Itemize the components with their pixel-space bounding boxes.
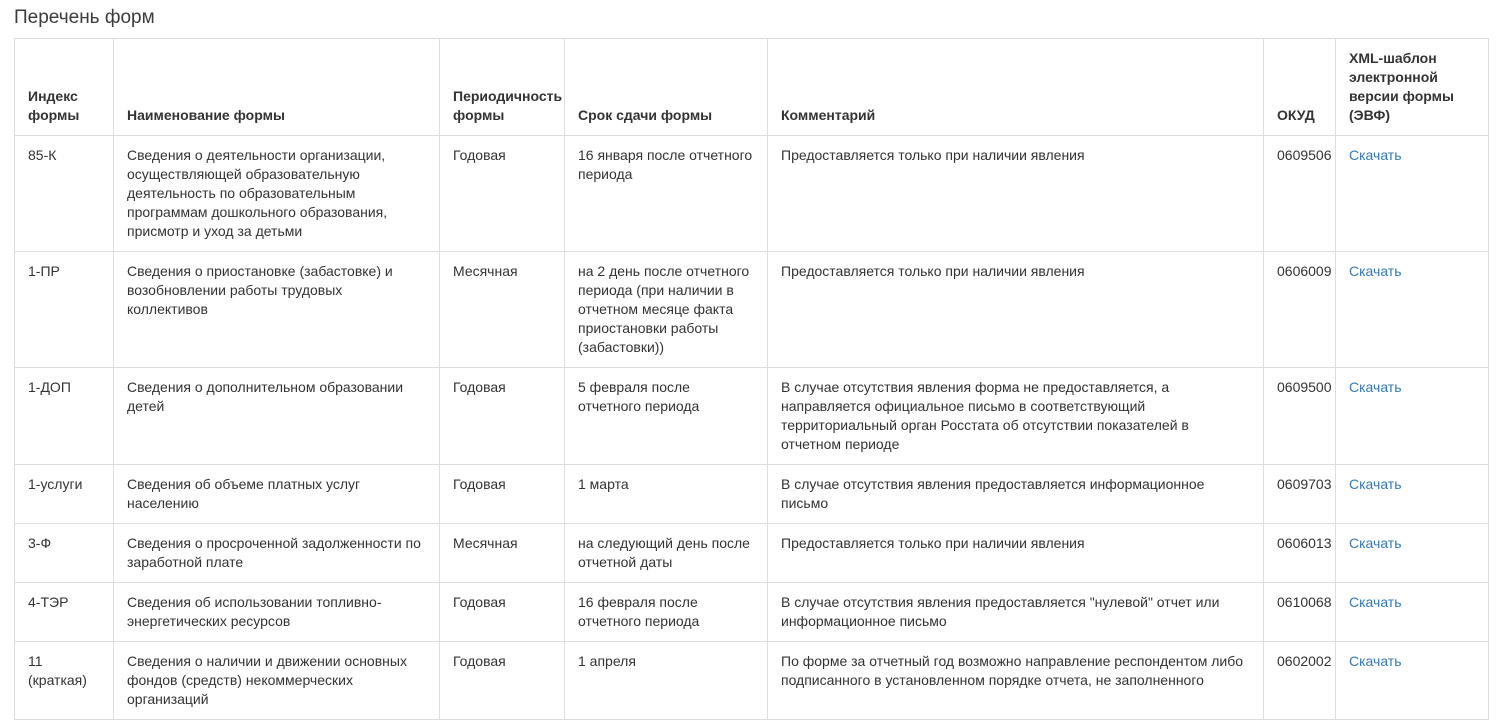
cell-deadline: 16 февраля после отчетного периода xyxy=(565,583,768,642)
table-row xyxy=(15,465,1489,524)
download-link[interactable]: Скачать xyxy=(1349,476,1402,492)
cell-form-index: 11 (краткая) xyxy=(15,642,114,720)
cell-deadline: 1 апреля xyxy=(565,642,768,720)
page-title: Перечень форм xyxy=(14,7,155,28)
cell-xml-template xyxy=(1336,368,1489,465)
cell-form-name: Сведения об использовании топливно-энергетических ресурсов xyxy=(114,583,440,642)
cell-okud: 0602002 xyxy=(1264,642,1336,720)
cell-form-name: Сведения об объеме платных услуг населению xyxy=(114,465,440,524)
cell-periodicity: Годовая xyxy=(440,642,565,720)
table-row xyxy=(15,368,1489,465)
cell-deadline: на 2 день после отчетного периода (при наличии в отчетном месяце факта приостановки работы (забастовки)) xyxy=(565,252,768,368)
cell-comment: В случае отсутствия явления форма не предоставляется, а направляется официальное письмо в соответствующий территориальный орган Росстата об отсутствии показателей в отчетном периоде xyxy=(768,368,1264,465)
column-header-periodicity: Периодичность формы xyxy=(440,39,565,136)
cell-periodicity: Годовая xyxy=(440,136,565,252)
download-link[interactable]: Скачать xyxy=(1349,379,1402,395)
cell-form-index: 1-ПР xyxy=(15,252,114,368)
cell-periodicity: Годовая xyxy=(440,368,565,465)
column-header-okud: ОКУД xyxy=(1264,39,1336,136)
cell-form-name: Сведения о дополнительном образовании детей xyxy=(114,368,440,465)
download-link[interactable]: Скачать xyxy=(1349,653,1402,669)
cell-comment: Предоставляется только при наличии явления xyxy=(768,524,1264,583)
cell-comment: В случае отсутствия явления предоставляется "нулевой" отчет или информационное письмо xyxy=(768,583,1264,642)
table-row xyxy=(15,136,1489,252)
download-link[interactable]: Скачать xyxy=(1349,594,1402,610)
cell-periodicity: Месячная xyxy=(440,252,565,368)
table-header xyxy=(15,39,1489,136)
column-header-form-name: Наименование формы xyxy=(114,39,440,136)
cell-form-index: 85-К xyxy=(15,136,114,252)
table-row xyxy=(15,524,1489,583)
cell-xml-template xyxy=(1336,583,1489,642)
cell-comment: По форме за отчетный год возможно направление респондентом либо подписанного в установленном порядке отчета, не заполненного xyxy=(768,642,1264,720)
table-row xyxy=(15,583,1489,642)
cell-okud: 0609506 xyxy=(1264,136,1336,252)
cell-okud: 0606009 xyxy=(1264,252,1336,368)
cell-form-index: 3-Ф xyxy=(15,524,114,583)
cell-xml-template xyxy=(1336,136,1489,252)
cell-xml-template xyxy=(1336,252,1489,368)
cell-form-name: Сведения о просроченной задолженности по заработной плате xyxy=(114,524,440,583)
cell-form-index: 1-услуги xyxy=(15,465,114,524)
cell-okud: 0610068 xyxy=(1264,583,1336,642)
download-link[interactable]: Скачать xyxy=(1349,535,1402,551)
cell-okud: 0606013 xyxy=(1264,524,1336,583)
cell-form-name: Сведения о приостановке (забастовке) и возобновлении работы трудовых коллективов xyxy=(114,252,440,368)
cell-form-index: 1-ДОП xyxy=(15,368,114,465)
column-header-form-index: Индекс формы xyxy=(15,39,114,136)
table-row xyxy=(15,642,1489,720)
cell-deadline: на следующий день после отчетной даты xyxy=(565,524,768,583)
cell-periodicity: Годовая xyxy=(440,465,565,524)
cell-xml-template xyxy=(1336,642,1489,720)
cell-periodicity: Годовая xyxy=(440,583,565,642)
cell-form-name: Сведения о наличии и движении основных фондов (средств) некоммерческих организаций xyxy=(114,642,440,720)
cell-deadline: 16 января после отчетного периода xyxy=(565,136,768,252)
column-header-xml-template: XML-шаблон электронной версии формы (ЭВФ) xyxy=(1336,39,1489,136)
cell-xml-template xyxy=(1336,524,1489,583)
cell-deadline: 5 февраля после отчетного периода xyxy=(565,368,768,465)
cell-deadline: 1 марта xyxy=(565,465,768,524)
table-header-row xyxy=(15,39,1489,136)
cell-comment: В случае отсутствия явления предоставляется информационное письмо xyxy=(768,465,1264,524)
cell-form-index: 4-ТЭР xyxy=(15,583,114,642)
table-body xyxy=(15,136,1489,720)
cell-form-name: Сведения о деятельности организации, осуществляющей образовательную деятельность по образовательным программам дошкольного образования, присмотр и уход за детьми xyxy=(114,136,440,252)
download-link[interactable]: Скачать xyxy=(1349,263,1402,279)
cell-comment: Предоставляется только при наличии явления xyxy=(768,252,1264,368)
cell-okud: 0609500 xyxy=(1264,368,1336,465)
cell-comment: Предоставляется только при наличии явления xyxy=(768,136,1264,252)
cell-okud: 0609703 xyxy=(1264,465,1336,524)
cell-periodicity: Месячная xyxy=(440,524,565,583)
forms-table xyxy=(14,38,1489,720)
column-header-deadline: Срок сдачи формы xyxy=(565,39,768,136)
column-header-comment: Комментарий xyxy=(768,39,1264,136)
cell-xml-template xyxy=(1336,465,1489,524)
download-link[interactable]: Скачать xyxy=(1349,147,1402,163)
table-row xyxy=(15,252,1489,368)
